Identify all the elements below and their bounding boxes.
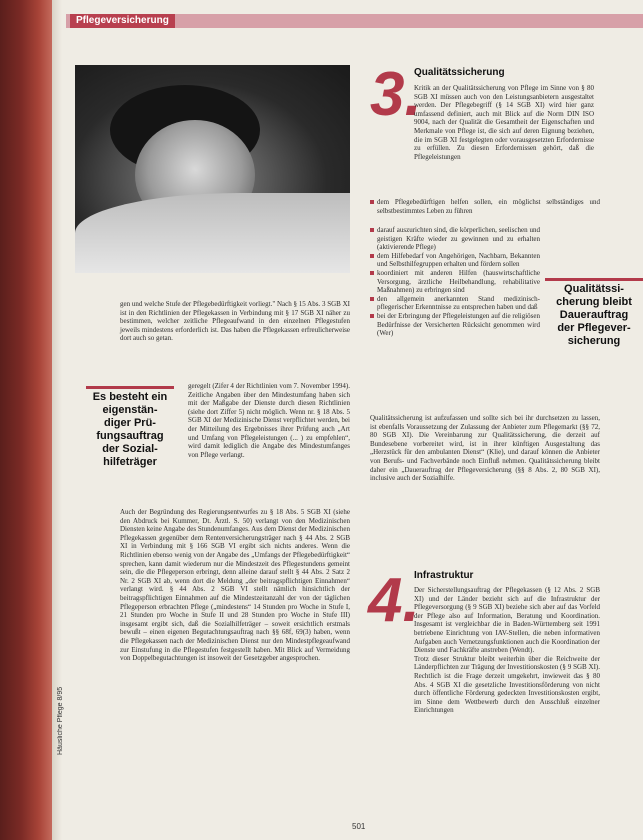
pull-quote-right	[545, 278, 643, 348]
bullet-item: den allgemein anerkannten Stand medizinisch-pflegerischer Erkenntnisse zu entsprechen haben und daß	[370, 295, 540, 312]
article-text-right-of-quote: geregelt (Zifer 4 der Richtlinien vom 7. November 1994). Zeitliche Angaben über den Mindestumfang haben sich mit der Maßgabe der Dienste durch diesen Richtlinien (siehe dort Ziffer 5) nicht möglich. Wenn nr. § 18 Abs. 5 SGB XI der Medizinische Dienst verpflichtet werden, bei der Mitteilung des Ergebnisses ihrer Prüfung auch „Art und Umfang von Pflegeleistungen (... ) zu empfehlen“, wird damit lediglich die Angabe des Mindestumfanges von Pflege verlangt.	[188, 382, 350, 459]
bullet-item: bei der Erbringung der Pflegeleistungen auf die religiösen Bedürfnisse der Versicherten Rücksicht genommen wird (Wer)	[370, 312, 540, 338]
pull-quote-left	[86, 386, 174, 469]
pull-quote-right-line: Dauerauftrag	[559, 309, 629, 321]
pull-quote-left-line: Es besteht ein	[92, 391, 168, 403]
bullet-item: dem Hilfebedarf von Angehörigen, Nachbarn, Bekannten und Selbsthilfegruppen erhalten und fördern sollen	[370, 252, 540, 269]
section-title-4: Infrastruktur	[414, 570, 474, 581]
pull-quote-left-line: eigenstän-	[102, 404, 158, 416]
bullet-item: darauf auszurichten sind, die körperlichen, seelischen und geistigen Kräfte wieder zu gewinnen und zu erhalten (aktivierende Pflege)	[370, 226, 540, 252]
pull-quote-left-line: diger Prü-	[104, 417, 156, 429]
pull-quote-left-line: der Sozial-	[102, 443, 158, 455]
page-number: 501	[352, 822, 366, 831]
pull-quote-right-line: der Pflegever-	[557, 322, 631, 334]
pull-quote-left-line: hilfeträger	[103, 456, 157, 468]
pull-quote-left-line: fungsauftrag	[96, 430, 164, 442]
photo-pillow	[75, 193, 350, 273]
section-number-3: 3.	[370, 60, 422, 129]
pull-quote-right-line: sicherung	[567, 335, 621, 347]
article-text-main: Auch der Begründung des Regierungsentwurfes zu § 18 Abs. 5 SGB XI (siehe den Abdruck bei Kummer, Dt. Ärztl. S. 50) verlangt von den Medizinischen Diensten keine Angabe des Stundenumfanges. Aus dem Dienst der Medizinischen Pflegekassen gegenüber dem Rentenversicherungsträger nach § 44 Abs. 2 SGB XI in Verbindung mit § 166 SGB VI ergibt sich nichts anderes. Wenn die Richtlinien ebenso wenig von der Angabe des „Umfangs der Pflegebedürftigkeit“ sprechen, kann damit wiederum nur die Mindestzeit des Pflegestundens gemeint sein, die die Pflegeperson erbringt, denn alleine darauf stellt § 44 Abs. 2 Satz 2 Nr. 2 SGB XI ab, wenn dort die Meldung „der beitragspflichtigen Einnahmen“ verlangt wird. § 44 Abs. 2 SGB VI stellt nämlich hinsichtlich der beitragspflichtigen Einnahmen auf die Mindestzeitanzahl der von der täglichen Pflegeperson erbrachten Pflege („mindestens“ 14 Stunden pro Woche in Stufe I, 21 Stunden pro Woche in Stufe II und 28 Stunden pro Woche in Stufe III) insgesamt ergibt sich, daß die Sozialhilfeträger – soweit ersichtlich erstmals bewußt – einen eigenen Begutachtungsauftrag nach §§ 68f, 69(3) haben, wenn die Pflegekassen nach der Medizinischen Dienst nur den Mindestpflegeaufwand zur Einstufung in die Pflegestufen festgestellt haben. Mit Blick auf Vermeidung von Doppelbegutachtungen ist insoweit der Gesetzgeber angesprochen.	[120, 508, 350, 663]
section-4-text: Der Sicherstellungsauftrag der Pflegekassen (§ 12 Abs. 2 SGB XI) und der Länder bezieht sich auf die Infrastruktur der Pflegeversorgung (§ 9 SGB XI) beziehe sich aber auf das Vorfeld der Pflege also auf Information, Beratung und Koordination. Insgesamt ist vergleichbar die in Baden-Württemberg seit 1991 betriebene Einrichtung von IAV-Stellen, die neben informativen Aufgaben auch Vernetzungsfunktionen auch die Koordination der Dienste und Fachkräfte anstreben (Wendt). Trotz dieser Struktur bleibt weiterhin über die Reichweite der Länderpflichten zur Trägung der Investitionskosten (§ 9 SGB XI). Rechtlich ist die Frage derzeit umgekehrt, inwieweit das § 80 Abs. 4 SGB XI die gesetzliche Investitionsförderung von nicht durch öffentliche Förderung gedeckten Investitionskosten ergibt, im Sinne dem Wettbewerb durch den Ausschluß einzelner Einrichtungen	[414, 586, 600, 715]
magazine-sidebar-label: Häusliche Pflege 8/95	[57, 686, 64, 755]
section-header: Pflegeversicherung	[70, 14, 175, 28]
bullet-item: dem Pflegebedürftigen helfen sollen, ein möglichst selbständiges und selbstbestimmtes Leben zu führen	[370, 198, 600, 215]
binder-spine	[0, 0, 52, 840]
sleeping-person-photo	[75, 65, 350, 273]
pull-quote-right-line: Qualitätssi-	[564, 283, 624, 295]
section-3-bullets	[370, 198, 600, 226]
section-3-intro-a: Kritik an der Qualitätssicherung von Pflege im Sinne von § 80 SGB XI müssen auch von den Leistungsanbietern ausgestaltet werden. Der Pflegebegriff (§ 14 SGB XI) wird hier ganz umfassend definiert, auch mit Blick auf die Norm DIN ISO 9004, nach der Qualität die Gesamtheit der Eigenschaften und Merkmale von Pflege ist, die sich auf deren Eignung beziehen, die im SGB XI festgelegten oder vorausgesetzten Erfordernisse zu erfüllen. Zu diesen Erfordernissen gehört, daß die Pflegeleistungen	[414, 84, 594, 161]
bullet-item: koordiniert mit anderen Hilfen (hauswirtschaftliche Versorgung, ärztliche Heilbehandlung, rehabilitative Maßnahmen) zu erbringen sind	[370, 269, 540, 295]
pull-quote-right-line: cherung bleibt	[556, 296, 632, 308]
section-3-closing: Qualitätssicherung ist aufzufassen und sollte sich bei ihr durchsetzen zu lassen, ist ebenfalls Voraussetzung der Zulassung der Anbieter zum Pflegemarkt (§§ 72, 80 SGB XI). Die Vereinbarung zur Qualitätssicherung, die derzeit auf Bundesebene vorbereitet wird, ist in ihrer künftigen Ausgestaltung das „Herzstück für den ambulanten Dienst“ (Klie), und darauf können die Anbieter von Berufs- und Fachverbände noch Einfluß nehmen. Qualitätssicherung bleibt daher ein „Dauerauftrag der Pflegeversicherung (§§ 8 Abs. 2, 80 SGB XI), inclusive auch der Sozialhilfe.	[370, 414, 600, 483]
section-3-bullets-cont	[370, 226, 540, 412]
article-text-top: gen und welche Stufe der Pflegebedürftigkeit vorliegt." Nach § 15 Abs. 3 SGB XI ist in den Richtlinien der Pflegekassen in Verbindung mit § 17 SGB XI näher zu bestimmen, welcher zeitliche Pflegeaufwand in den einzelnen Pflegestufen jeweils mindestens erforderlich ist. Das haben die Pflegekassen erfreulicherweise dort auch so getan.	[120, 300, 350, 343]
section-title-3: Qualitätssicherung	[414, 67, 505, 78]
section-number-4: 4.	[368, 566, 420, 635]
